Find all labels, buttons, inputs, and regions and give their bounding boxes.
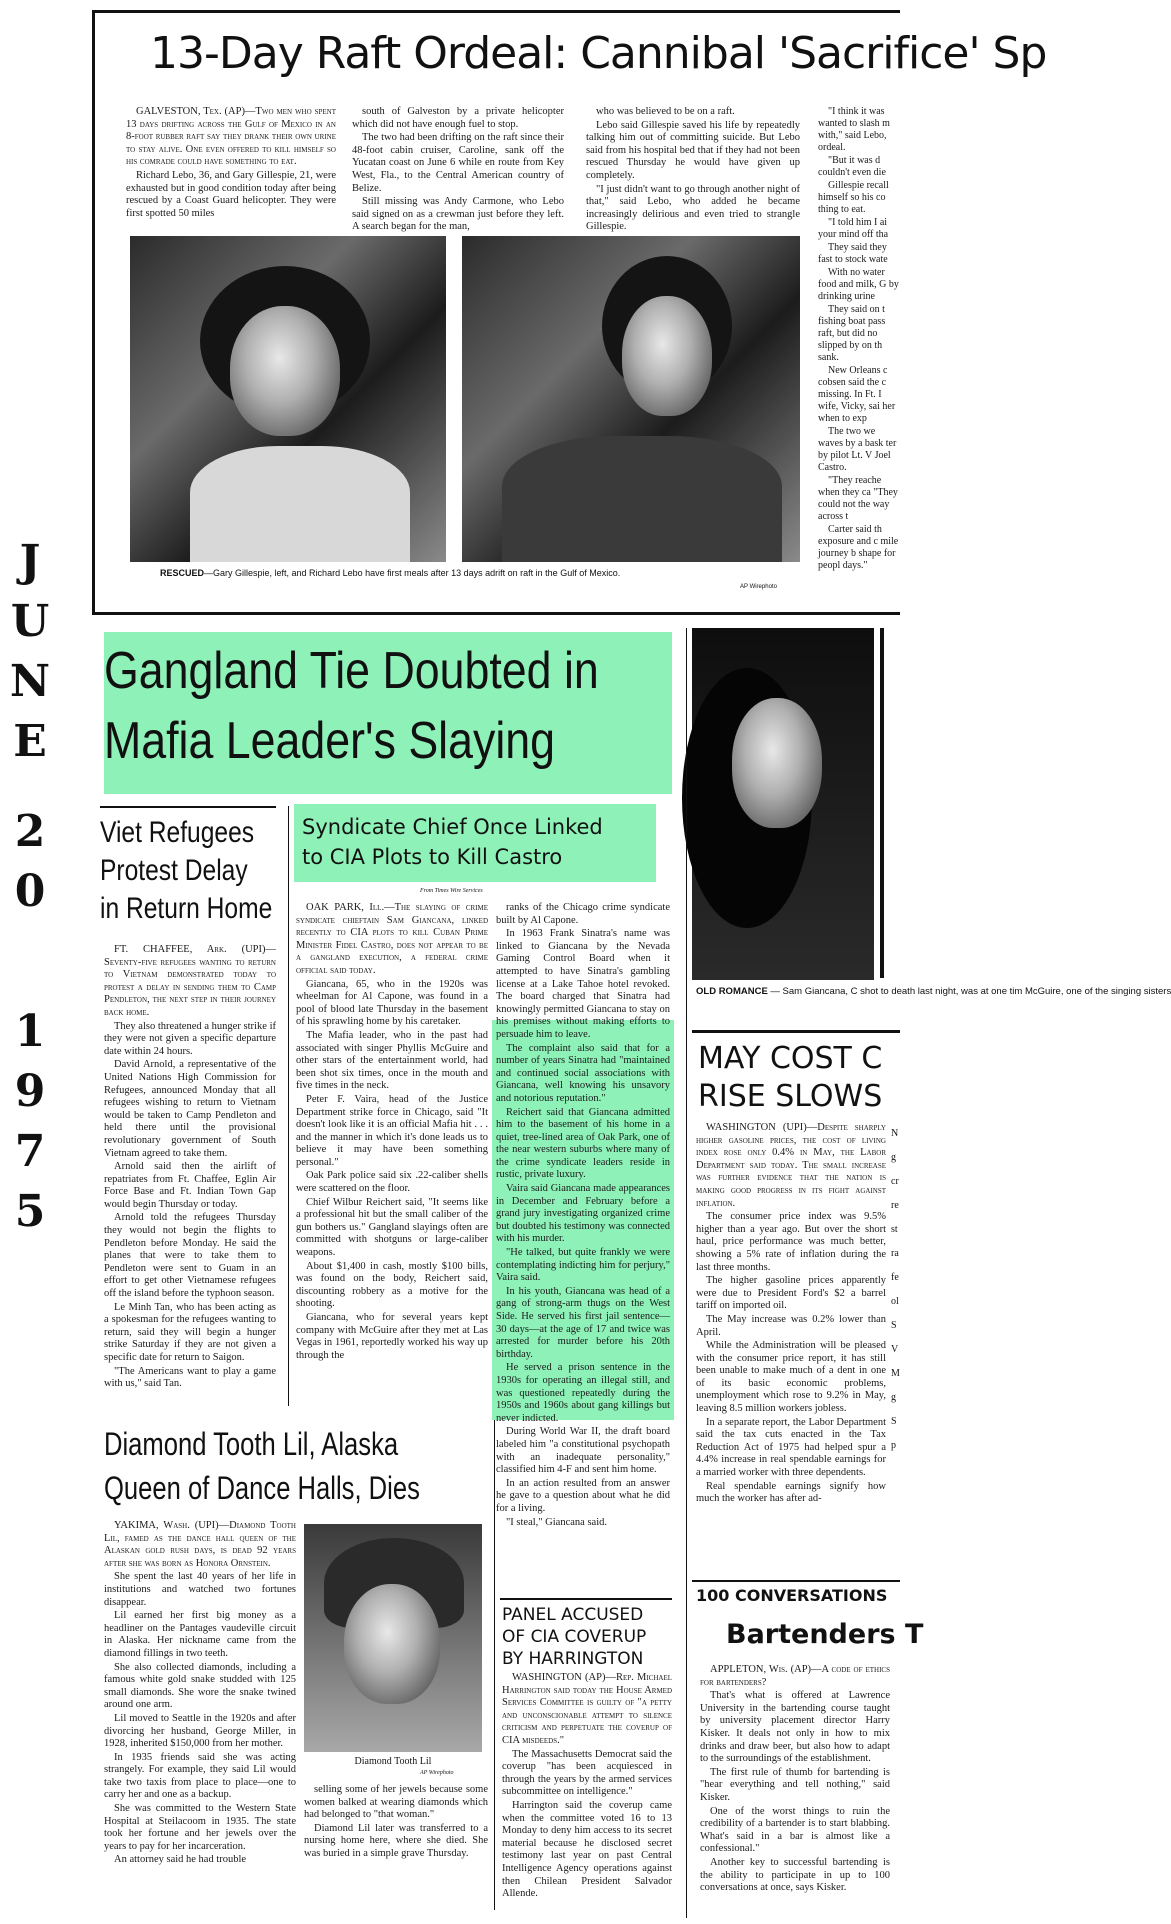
paragraph: "I told him I ai your mind off tha xyxy=(818,217,889,240)
date-letter: 7 xyxy=(14,1126,46,1177)
paragraph: The Massachusetts Democrat said the coverup "has been acquiesced in through the years by the armed services subcommittee on intelligence." xyxy=(502,1748,672,1798)
caption-text: — Sam Giancana, C shot to death last night, was at one tim McGuire, one of the singing sisters xyxy=(767,986,1171,997)
paragraph: The consumer price index was 9.5% higher than a year ago. But over the short haul, price performance was much better, showing a 5% rate of inflation during the last three months. xyxy=(696,1211,886,1273)
date-letter: N xyxy=(9,656,51,707)
fragment: S xyxy=(891,1320,897,1331)
cost-edge-fragments xyxy=(891,1128,900,1458)
raft-col-4-cropped xyxy=(818,106,900,606)
column-rule xyxy=(494,1420,495,1910)
headline-line: Gangland Tie Doubted in xyxy=(104,642,599,700)
paragraph: During World War II, the draft board labeled him "a constitutional psychopath with an inadequate personality," classified him 4-F and sent him home. xyxy=(496,1426,670,1476)
lil-photo-caption: Diamond Tooth Lil xyxy=(354,1756,432,1767)
fragment: g xyxy=(891,1152,896,1163)
paragraph: ranks of the Chicago crime syndicate built by Al Capone. xyxy=(496,902,670,926)
viet-headline xyxy=(100,814,272,928)
caption-label: RESCUED xyxy=(160,568,205,578)
panel-headline xyxy=(502,1604,646,1670)
raft-photo-lebo xyxy=(462,236,800,562)
paragraph: selling some of her jewels because some women balked at wearing diamonds which had belonged to "that woman." xyxy=(304,1784,488,1821)
paragraph: "I think it was wanted to slash m with," said Lebo, ordeal. xyxy=(818,106,890,153)
column-rule xyxy=(288,806,289,1406)
headline-line: BY HARRINGTON xyxy=(502,1649,644,1669)
fragment: fe xyxy=(891,1272,899,1283)
lil-photo xyxy=(304,1524,482,1752)
old-romance-caption xyxy=(696,986,1171,997)
paragraph: Lil moved to Seattle in the 1920s and after divorcing her husband, George Miller, in 1928, inherited $150,000 from her mother. xyxy=(104,1712,296,1750)
lil-photo-credit: AP Wirephoto xyxy=(420,1770,454,1776)
paragraph: GALVESTON, Tex. (AP)—Two men who spent 13 days drifting across the Gulf of Mexico in an 8-foot rubber raft say they drank their own urine to stay alive. One even offered to kill himself so his comrade could have something to eat. xyxy=(126,106,336,168)
fragment: N xyxy=(891,1128,899,1139)
paragraph: One of the worst things to ruin the credibility of a bartender is to start blabbing. What's said in a bar is almost like a confessional." xyxy=(700,1805,890,1855)
paragraph: An attorney said he had trouble xyxy=(114,1854,247,1866)
gangland-headline xyxy=(104,636,599,776)
paragraph: "The Americans want to play a game with us," said Tan. xyxy=(104,1365,276,1390)
raft-photo-credit: AP Wirephoto xyxy=(740,584,777,590)
paragraph: In an action resulted from an answer he gave to a question about what he did for a living. xyxy=(496,1477,670,1514)
headline-line: Protest Delay xyxy=(100,854,248,887)
headline-line: Viet Refugees xyxy=(100,816,255,849)
paragraph: They said they fast to stock wate xyxy=(818,242,888,265)
cost-headline xyxy=(698,1040,882,1116)
paragraph: She also collected diamonds, including a famous white gold snake studded with 125 small diamonds. She wore the snake twined around one arm. xyxy=(104,1661,296,1711)
paragraph: Another key to successful bartending is the ability to participate in up to 100 conversations at once, says Kisker. xyxy=(700,1856,890,1894)
paragraph: She spent the last 40 years of her life in institutions and watched two fortunes disappear. xyxy=(104,1571,296,1608)
lil-headline xyxy=(104,1422,420,1510)
paragraph: WASHINGTON (AP)—Rep. Michael Harrington said today the House Armed Services Committee is guilty of "a petty and unconscionable attempt to silence criticism and perpetuate the coverup of CIA misdeeds." xyxy=(502,1672,672,1746)
paragraph: Oak Park police said six .22-caliber shells were scattered on the floor. xyxy=(296,1170,488,1195)
headline-line: OF CIA COVERUP xyxy=(502,1627,647,1647)
paragraph: Giancana, 65, who in the 1920s was wheelman for Al Capone, was found in a pool of blood late Thursday in the basement of his sprawling home by his caretaker. xyxy=(296,978,488,1028)
fragment: cr xyxy=(891,1176,899,1187)
panel-top-rule xyxy=(500,1598,672,1600)
paragraph: While the Administration will be pleased with the consumer price report, it has still been unable to make much of a dent in one of its basic economic problems, unemployment which rose to 9.2% in May, leaving 8.5 million workers jobless. xyxy=(696,1340,886,1415)
paragraph: In 1935 friends said she was acting strangely. For example, they said Lil would take two taxis from place to place—one to carry her and one as a backup. xyxy=(104,1751,296,1801)
raft-box-top-rule xyxy=(92,10,900,13)
headline-line: PANEL ACCUSED xyxy=(502,1605,644,1625)
date-letter: 2 xyxy=(14,806,46,857)
paragraph: Lil earned her first big money as a headliner on the Pantages vaudeville circuit in Alaska. Her nickname came from the diamond fillings in two teeth. xyxy=(104,1610,296,1659)
fragment: st xyxy=(891,1224,898,1235)
date-letter: 1 xyxy=(14,1006,46,1057)
paragraph: APPLETON, Wis. (AP)—A code of ethics for bartenders? xyxy=(700,1664,890,1688)
paragraph: Vaira said Giancana made appearances in December and February before a grand jury investigating organized crime but doubted his testimony was connected with his murder. xyxy=(496,1183,670,1245)
raft-box-left-rule xyxy=(92,10,95,615)
raft-col-2 xyxy=(352,106,564,235)
fragment: M xyxy=(891,1368,900,1379)
caption-label: OLD ROMANCE xyxy=(696,986,768,997)
photo-border xyxy=(880,628,884,978)
paragraph: With no water food and milk, G by drinking urine xyxy=(818,267,899,302)
date-letter: J xyxy=(19,536,41,587)
paragraph: In a separate report, the Labor Department said the tax cuts enacted in the Tax Reduction Act of 1975 had helped spur a 4.4% increase in real spendable earnings for a married worker with three dependents. xyxy=(696,1416,886,1479)
fragment: ra xyxy=(891,1248,899,1259)
old-romance-photo xyxy=(692,628,874,980)
subhead-line: to CIA Plots to Kill Castro xyxy=(302,845,563,869)
paragraph: Peter F. Vaira, head of the Justice Department strike force in Chicago, said "It doesn't look like it is an official Mafia hit . . . and the manner in which it's done leads us to believe it may have been something personal." xyxy=(296,1093,488,1168)
paragraph: Real spendable earnings signify how much the worker has after ad- xyxy=(696,1480,886,1505)
headline-line: in Return Home xyxy=(100,892,273,925)
cost-body xyxy=(696,1122,886,1507)
panel-body xyxy=(502,1672,672,1902)
wire-source: From Times Wire Services xyxy=(420,888,483,894)
paragraph: David Arnold, a representative of the United Nations High Commission for Refugees, announced Monday that all refugees wishing to return to Vietnam would be taken to Camp Pendleton and held there until the provisional revolutionary government of South Vietnam agreed to take them. xyxy=(104,1059,276,1159)
raft-photo-caption xyxy=(160,568,800,579)
date-letter: U xyxy=(10,596,50,647)
paragraph: That's what is offered at Lawrence University in the bartending course taught by university placement director Harry Kisker. It deals not only in how to mix drinks and draw beer, but also how to adapt to the surroundings of the establishment. xyxy=(700,1690,890,1765)
paragraph: They also threatened a hunger strike if they were not given a specific departure date within 24 hours. xyxy=(104,1020,276,1057)
paragraph: The first rule of thumb for bartending is "hear everything and tell nothing," said Kisker. xyxy=(700,1766,890,1803)
paragraph: who was believed to be on a raft. xyxy=(596,106,735,117)
raft-col-1 xyxy=(126,106,336,221)
paragraph: south of Galveston by a private helicopter which did not have enough fuel to stop. xyxy=(352,106,564,130)
raft-headline: 13-Day Raft Ordeal: Cannibal 'Sacrifice' Sp xyxy=(150,28,1047,79)
date-column xyxy=(0,536,60,1840)
lil-col-2 xyxy=(304,1784,488,1862)
date-letter: 5 xyxy=(14,1186,46,1237)
paragraph: She was committed to the Western State Hospital at Steilacoom in 1935. The state took her fortune and her jewels over the years to pay for her incarceration. xyxy=(104,1803,296,1852)
paragraph: Harrington said the coverup came when the committee voted 16 to 13 Monday to deny him access to its secret material because he disclosed secret testimony last year on past Central Intelligence Agency operations against then Chilean President Salvador Allende. xyxy=(502,1799,672,1900)
raft-col-3 xyxy=(586,106,800,235)
paragraph: The May increase was 0.2% lower than April. xyxy=(696,1313,886,1338)
fragment: S xyxy=(891,1416,897,1427)
paragraph: Arnold told the refugees Thursday they would not begin the flights to Pendleton before Monday. He said the planes that were to take them to Pendleton were sent to Guam in an effort to get other Vietnamese refugees off the island before the typhoon season. xyxy=(104,1212,276,1300)
paragraph: In 1963 Frank Sinatra's name was linked to Giancana by the Nevada Gaming Control Board when it attempted to have Sinatra's gambling license at a Lake Tahoe hotel revoked. The board charged that Sinatra had knowingly permitted Giancana to stay on his premises without making efforts to persuade him to leave. xyxy=(496,928,670,1040)
paragraph: Still missing was Andy Carmone, who Lebo said signed on as a crewman just before they left. A search began for the man, xyxy=(352,196,564,233)
caption-text: —Gary Gillespie, left, and Richard Lebo have first meals after 13 days adrift on raft in the Gulf of Mexico. xyxy=(204,568,621,578)
paragraph: Carter said th exposure and c mile journey b shape for peopl days." xyxy=(818,524,899,571)
paragraph: The higher gasoline prices apparently were due to President Ford's $2 a barrel tariff on imported oil. xyxy=(696,1275,886,1312)
headline-line: RISE SLOWS xyxy=(698,1079,883,1114)
bartenders-top-rule xyxy=(692,1580,900,1582)
paragraph: "I just didn't want to go through another night of that," said Lebo, who added he became increasingly delirious and even tried to strangle Gillespie. xyxy=(586,183,800,233)
paragraph: Le Minh Tan, who has been acting as a spokesman for the refugees wanting to return, said they will begin a hunger strike Saturday if they are not given a specific date for return to Saigon. xyxy=(104,1301,276,1363)
date-letter: 9 xyxy=(14,1066,46,1117)
paragraph: About $1,400 in cash, mostly $100 bills, was found on the body, Reichert said, discounting robbery as a motive for the shooting. xyxy=(296,1260,488,1310)
paragraph: Richard Lebo, 36, and Gary Gillespie, 21, were exhausted but in good condition today after being rescued by a Coast Guard helicopter. They were first spotted 50 miles xyxy=(126,169,336,219)
subhead-line: Syndicate Chief Once Linked xyxy=(302,815,603,839)
column-rule xyxy=(686,628,687,1918)
raft-box-bottom-rule xyxy=(92,612,900,615)
paragraph: They said on t fishing boat pass raft, but did no slipped by on th sank. xyxy=(818,304,886,363)
paragraph: "But it was d couldn't even die xyxy=(818,155,886,178)
gangland-col-2 xyxy=(496,902,670,1530)
date-letter: E xyxy=(13,716,47,767)
raft-photo-gillespie xyxy=(130,236,446,562)
paragraph: OAK PARK, Ill.—The slaying of crime syndicate chieftain Sam Giancana, linked recently to CIA plots to kill Cuban Prime Minister Fidel Castro, does not appear to be a gangland execution, a federal crime official said today. xyxy=(296,902,488,976)
fragment: ol xyxy=(891,1296,899,1307)
gangland-col-1 xyxy=(296,902,488,1363)
syndicate-subhead xyxy=(302,812,603,872)
headline-line: Mafia Leader's Slaying xyxy=(104,712,556,770)
paragraph: "They reache when they ca "They could not the way across t xyxy=(818,475,898,522)
lil-col-1 xyxy=(104,1520,296,1868)
paragraph: "I steal," Giancana said. xyxy=(506,1516,607,1528)
bartenders-headline: Bartenders T xyxy=(726,1619,924,1650)
fragment: p xyxy=(891,1440,896,1451)
paragraph: Arnold said then the airlift of repatriates from Ft. Chaffee, Eglin Air Force Base and Ft. Indian Town Gap would begin Thursday or today. xyxy=(104,1161,276,1210)
paragraph: WASHINGTON (UPI)—Despite sharply higher gasoline prices, the cost of living index rose only 0.4% in May, the Labor Department said today. The small increase was further evidence that the nation is making good progress in its fight against inflation. xyxy=(696,1122,886,1209)
viet-top-rule xyxy=(100,806,276,808)
paragraph: The two had been drifting on the raft since their 48-foot cabin cruiser, Caroline, sank off the Yucatan coast on June 6 while en route from Key West, Fla., to the Central American country of Belize. xyxy=(352,132,564,194)
cost-top-rule xyxy=(692,1030,900,1033)
paragraph: He served a prison sentence in the 1930s for operating an illegal still, and was questioned repeatedly during the 1950s and 1960s about gang killings but never indicted. xyxy=(496,1362,670,1424)
paragraph: Chief Wilbur Reichert said, "It seems like a professional hit but the small caliber of the gun bothers us." Gangland slayings often are committed with shotguns or large-caliber weapons. xyxy=(296,1196,488,1259)
paragraph: New Orleans c cobsen said the c missing. In Ft. I wife, Vicky, sai her when to exp xyxy=(818,365,896,424)
headline-line: MAY COST C xyxy=(698,1041,883,1076)
fragment: V xyxy=(891,1344,899,1355)
paragraph: Reichert said that Giancana admitted him to the basement of his home in a quiet, tree-lined area of Oak Park, one of the near western suburbs where many of the crime syndicate leaders reside in rustic, private luxury. xyxy=(496,1106,670,1181)
paragraph: The Mafia leader, who in the past had associated with singer Phyllis McGuire and other stars of the entertainment world, had been shot six times, once in the mouth and five times in the neck. xyxy=(296,1029,488,1092)
fragment: re xyxy=(891,1200,899,1211)
bartenders-body xyxy=(700,1664,890,1896)
headline-line: Diamond Tooth Lil, Alaska xyxy=(104,1426,399,1462)
fragment: g xyxy=(891,1392,896,1403)
viet-body xyxy=(104,944,276,1392)
date-letter: 0 xyxy=(14,866,46,917)
paragraph: YAKIMA, Wash. (UPI)—Diamond Tooth Lil, famed as the dance hall queen of the Alaskan gold rush days, is dead 92 years after she was born as Honora Ornstein. xyxy=(104,1520,296,1569)
paragraph: The two we waves by a bask ter by pilot Lt. V Joel Castro. xyxy=(818,426,897,473)
paragraph: In his youth, Giancana was head of a gang of strong-arm thugs on the West Side. He served his first jail sentence—30 days—at the age of 17 and twice was arrested for murder before his 20th birthday. xyxy=(496,1285,670,1360)
paragraph: Giancana, who for several years kept company with McGuire after they met at Las Vegas in 1961, reportedly worked his way up through the xyxy=(296,1312,488,1361)
paragraph: FT. CHAFFEE, Ark. (UPI)—Seventy-five refugees wanting to return to Vietnam demonstrated today to protest a delay in sending them to Camp Pendleton, the next step in their journey back home. xyxy=(104,944,276,1018)
paragraph: Lebo said Gillespie saved his life by repeatedly talking him out of committing suicide. But Lebo said from his hospital bed that if they had not been rescued Thursday he would have given up completely. xyxy=(586,119,800,181)
bartenders-kicker: 100 CONVERSATIONS xyxy=(696,1586,888,1605)
paragraph: "He talked, but quite frankly we were contemplating indicting him for perjury," Vaira said. xyxy=(496,1247,670,1284)
paragraph: The complaint also said that for a number of years Sinatra had "maintained and continued social associations with Giancana, well knowing his unsavory and notorious reputation." xyxy=(496,1042,670,1104)
headline-line: Queen of Dance Halls, Dies xyxy=(104,1470,420,1506)
paragraph: Diamond Lil later was transferred to a nursing home here, where she died. She was buried in a simple grave Thursday. xyxy=(304,1822,488,1859)
paragraph: Gillespie recall himself so his co thing to eat. xyxy=(818,180,889,215)
